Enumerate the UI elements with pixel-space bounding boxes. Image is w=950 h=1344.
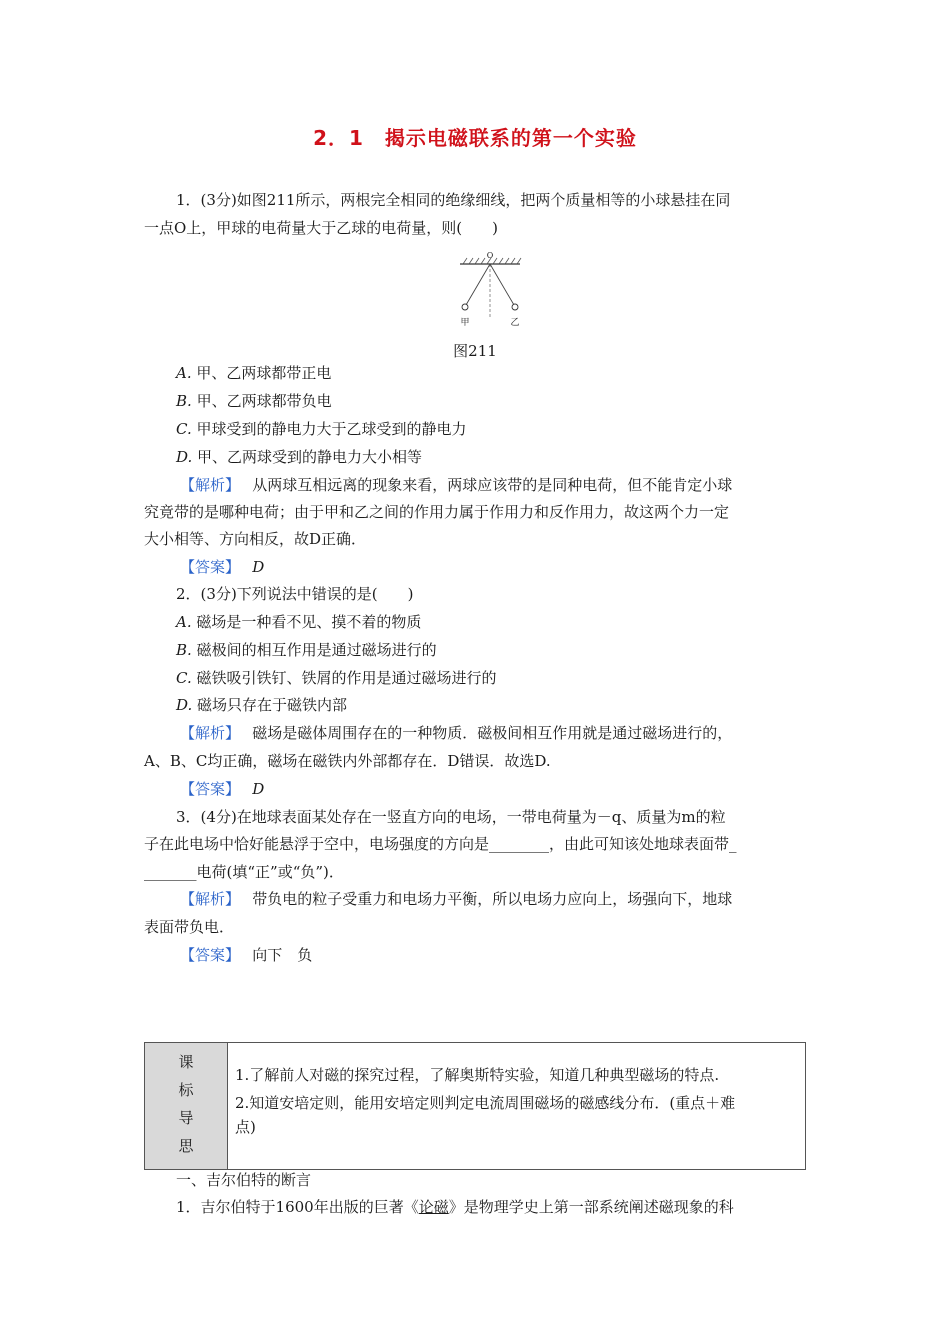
q3-answer: 【答案】 向下 负 [180,946,313,964]
answer-tag: 【答案】 [180,558,233,576]
q3-stem-line1: 3．(4分)在地球表面某处存在一竖直方向的电场，一带电荷量为－q、质量为m的粒 [176,808,726,826]
section-heading: 一、吉尔伯特的断言 [176,1171,312,1189]
answer-tag: 【答案】 [180,946,233,964]
book-title: 论磁 [418,1198,449,1216]
q3-stem-line2: 子在此电场中恰好能悬浮于空中，电场强度的方向是________，由此可知该处地球表面带_ [144,835,737,853]
ball-yi-label: 乙 [510,318,520,328]
analysis-tag: 【解析】 [180,890,233,908]
guide-char-2: 标 [178,1081,194,1099]
q2-answer: 【答案】 D [180,780,265,798]
q1-option-c: C. 甲球受到的静电力大于乙球受到的静电力 [176,420,467,438]
guide-char-3: 导 [178,1109,194,1127]
q1-analysis-line3: 大小相等、方向相反，故D正确． [144,530,367,548]
guide-item-2-line2: 点) [235,1118,256,1136]
q1-analysis-line1: 【解析】 从两球互相远离的现象来看，两球应该带的是同种电荷，但不能肯定小球 [180,476,733,494]
q2-option-d: D. 磁场只存在于磁铁内部 [176,696,348,714]
section-line1: 1．吉尔伯特于1600年出版的巨著《论磁》是物理学史上第一部系统阐述磁现象的科 [176,1198,734,1216]
q3-analysis-line1: 【解析】 带负电的粒子受重力和电场力平衡，所以电场力应向上，场强向下，地球 [180,890,733,908]
q3-stem-line3: _______电荷(填“正”或“负”)． [144,863,344,881]
q3-analysis-line2: 表面带负电． [144,918,235,936]
ball-yi [512,304,518,310]
guide-item-2-line1: 2.知道安培定则，能用安培定则判定电流周围磁场的磁感线分布．(重点＋难 [235,1094,736,1112]
q2-analysis-line2: A、B、C均正确，磁场在磁铁内外部都存在．D错误．故选D. [144,752,551,770]
q2-stem: 2．(3分)下列说法中错误的是( ) [176,585,414,603]
analysis-tag: 【解析】 [180,724,233,742]
q1-answer: 【答案】 D [180,558,265,576]
q1-stem-line1: 1．(3分)如图211所示，两根完全相同的绝缘细线，把两个质量相等的小球悬挂在同 [176,191,731,209]
left-thread [466,264,490,305]
guide-side-label [145,1043,228,1169]
answer-tag: 【答案】 [180,780,233,798]
right-thread [490,264,514,305]
q2-option-a: A. 磁场是一种看不见、摸不着的物质 [176,613,422,631]
analysis-tag: 【解析】 [180,476,233,494]
ball-jia [462,304,468,310]
q1-option-d: D. 甲、乙两球受到的静电力大小相等 [176,448,423,466]
q2-analysis-line1: 【解析】 磁场是磁体周围存在的一种物质．磁极间相互作用就是通过磁场进行的， [180,724,733,742]
figure-caption: 图211 [453,342,497,360]
page-title: 2．1 揭示电磁联系的第一个实验 [313,126,637,150]
q1-stem-line2: 一点O上，甲球的电荷量大于乙球的电荷量，则( ) [144,219,499,237]
q2-option-c: C. 磁铁吸引铁钉、铁屑的作用是通过磁场进行的 [176,669,497,687]
q1-option-a: A. 甲、乙两球都带正电 [176,364,332,382]
q1-option-b: B. 甲、乙两球都带负电 [176,392,332,410]
guide-char-4: 思 [178,1137,194,1155]
guide-item-1: 1.了解前人对磁的探究过程，了解奥斯特实验，知道几种典型磁场的特点. [235,1066,720,1084]
ball-jia-label: 甲 [460,318,470,328]
pendulum-figure [455,250,525,330]
q2-option-b: B. 磁极间的相互作用是通过磁场进行的 [176,641,437,659]
point-o-label: O [486,251,494,260]
guide-char-1: 课 [178,1053,194,1071]
q1-analysis-line2: 究竟带的是哪种电荷；由于甲和乙之间的作用力属于作用力和反作用力，故这两个力一定 [144,503,730,521]
curriculum-guide-box [144,1042,806,1170]
